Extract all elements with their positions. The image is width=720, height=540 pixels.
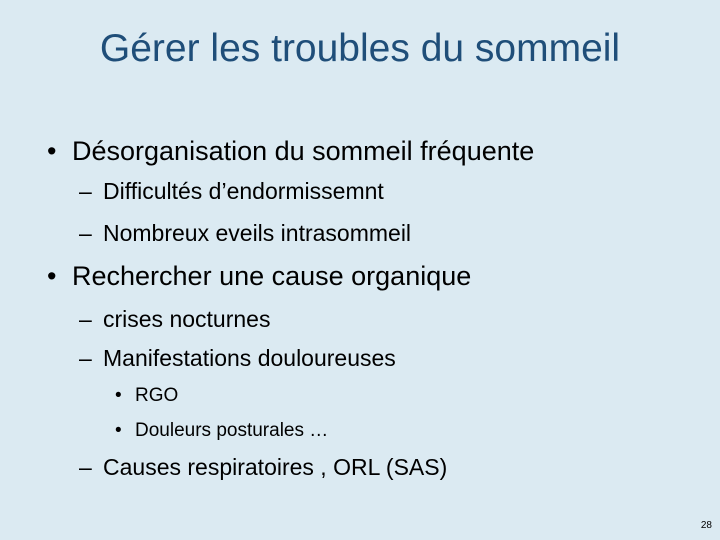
slide-title: Gérer les troubles du sommeil [99,27,621,70]
dash-marker: – [79,220,92,246]
subitem-text: Causes respiratoires , ORL (SAS) [103,454,448,480]
bullet-text: Désorganisation du sommeil fréquente [72,136,535,166]
subitem-text: crises nocturnes [103,306,271,332]
dash-marker: – [79,306,92,332]
subitem-text: Manifestations douloureuses [103,345,396,371]
bullet-item [47,263,56,290]
bullet-marker: • [115,420,122,441]
subsubitem-text: RGO [135,385,179,406]
bullet-item [47,138,56,165]
subitem-text: Nombreux eveils intrasommeil [103,220,412,246]
subsubitem-text: Douleurs posturales … [135,420,329,441]
bullet-marker: • [47,261,57,291]
dash-marker: – [79,178,92,204]
dash-marker: – [79,345,92,371]
slide-number: 28 [700,520,712,531]
bullet-marker: • [115,385,122,406]
bullet-text: Rechercher une cause organique [72,261,472,291]
dash-marker: – [79,454,92,480]
bullet-marker: • [47,136,57,166]
subitem-text: Difficultés d’endormissemnt [103,178,384,204]
